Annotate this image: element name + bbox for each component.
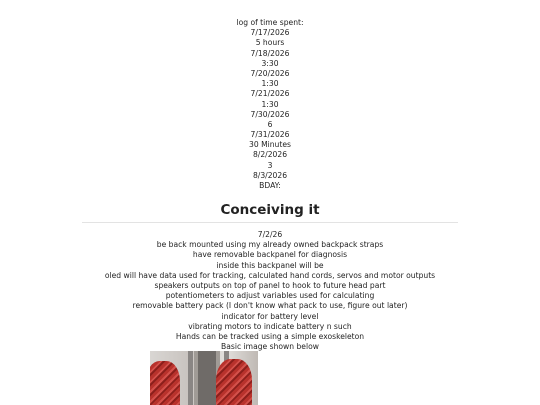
section-heading: Conceiving it	[220, 202, 320, 218]
note-line: 7/2/26	[257, 230, 283, 239]
time-log-entry: 7/18/2026	[250, 48, 290, 58]
time-log-entry: 8/3/2026	[252, 170, 288, 180]
photo-backpack-right	[216, 359, 252, 405]
note-line: speakers outputs on top of panel to hook to future head part	[154, 280, 386, 290]
time-log-entry: 7/20/2026	[250, 68, 290, 78]
time-log-entry: 1:30	[261, 79, 279, 89]
note-line: inside this backpanel will be	[216, 260, 324, 270]
note-line: vibrating motors to indicate battery n such	[188, 321, 352, 331]
note-line: Basic image shown below	[221, 342, 319, 352]
note-line: be back mounted using my already owned backpack straps	[156, 240, 384, 250]
note-line: indicator for battery level	[221, 311, 319, 321]
photo-backpack-left	[150, 361, 180, 405]
time-log-entry: 7/17/2026	[250, 28, 290, 38]
time-log-entry: 7/30/2026	[250, 109, 290, 119]
time-log-entry: 7/31/2026	[250, 130, 290, 140]
time-log-entry: 7/21/2026	[250, 89, 290, 99]
time-log	[0, 18, 540, 191]
time-log-entry: 1:30	[261, 99, 279, 109]
note-line: have removable backpanel for diagnosis	[192, 250, 348, 260]
time-log-entry: 8/2/2026	[252, 150, 288, 160]
time-log-entry: 30 Minutes	[249, 140, 291, 150]
section-notes	[0, 230, 540, 352]
time-log-entry: BDAY:	[259, 181, 281, 190]
time-log-entry: 3	[267, 160, 273, 170]
backpack-photo	[150, 351, 258, 405]
time-log-title: log of time spent:	[236, 18, 304, 27]
note-line: potentiometers to adjust variables used for calculating	[165, 291, 375, 301]
note-line: oled will have data used for tracking, calculated hand cords, servos and motor outputs	[104, 270, 436, 280]
note-line: removable battery pack (I don't know what pack to use, figure out later)	[132, 301, 408, 311]
photo-strap-left	[188, 351, 193, 405]
time-log-entry: 5 hours	[255, 38, 285, 48]
note-line: Hands can be tracked using a simple exoskeleton	[175, 331, 365, 341]
photo-doorway-shadow	[198, 351, 216, 405]
heading-divider	[82, 222, 458, 223]
time-log-entry: 3:30	[261, 58, 279, 68]
time-log-entry: 6	[267, 119, 273, 129]
